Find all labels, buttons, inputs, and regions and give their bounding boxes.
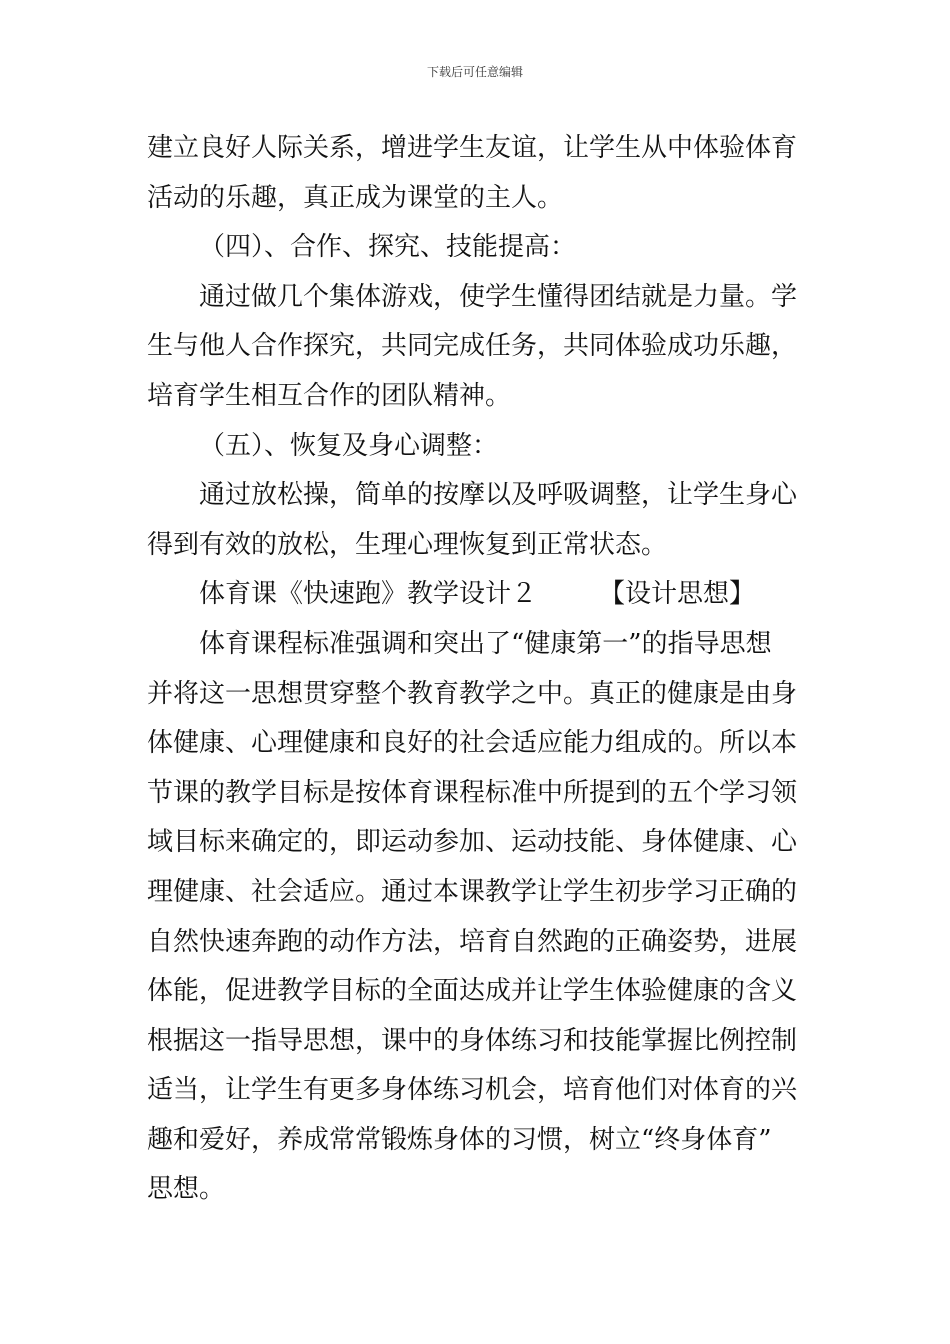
text-line: 通过放松操，简单的按摩以及呼吸调整，让学生身心 [199,480,798,511]
design-title-line [147,570,807,620]
section-heading: （四）、合作、探究、技能提高： [199,232,577,263]
text-line: 域目标来确定的，即运动参加、运动技能、身体健康、心 [147,827,798,858]
text-line: 并将这一思想贯穿整个教育教学之中。真正的健康是由身 [147,678,798,709]
text-line: 思想。 [147,1174,226,1205]
text-line: 趣和爱好，养成常常锻炼身体的习惯，树立“终身体育” [147,1124,772,1155]
text-line: 建立良好人际关系，增进学生友谊，让学生从中体验体育 [147,133,798,163]
text-line: 节课的教学目标是按体育课程标准中所提到的五个学习领 [147,777,798,808]
design-thought-label: 【设计思想】 [599,579,756,610]
text-line: 生与他人合作探究，共同完成任务，共同体验成功乐趣， [147,331,798,362]
text-line: 培育学生相互合作的团队精神。 [147,380,512,411]
text-line: 体能，促进教学目标的全面达成并让学生体验健康的含义 [147,976,798,1007]
text-line: 根据这一指导思想，课中的身体练习和技能掌握比例控制 [147,1025,798,1056]
section-heading: （五）、恢复及身心调整： [199,430,499,461]
page-header: 下载后可任意编辑 [426,65,523,79]
text-line: 得到有效的放松，生理心理恢复到正常状态。 [147,529,668,560]
text-line: 体健康、心理健康和良好的社会适应能力组成的。所以本 [147,728,798,759]
text-line: 体育课程标准强调和突出了“健康第一”的指导思想 [199,628,772,659]
text-line: 通过做几个集体游戏，使学生懂得团结就是力量。学 [199,281,798,312]
document-body [147,124,807,1215]
design-title: 体育课《快速跑》教学设计２ [199,579,538,610]
text-line: 活动的乐趣，真正成为课堂的主人。 [147,182,564,213]
text-line: 适当，让学生有更多身体练习机会，培育他们对体育的兴 [147,1075,798,1106]
text-line: 理健康、社会适应。通过本课教学让学生初步学习正确的 [147,876,798,907]
text-line: 自然快速奔跑的动作方法，培育自然跑的正确姿势，进展 [147,926,798,957]
